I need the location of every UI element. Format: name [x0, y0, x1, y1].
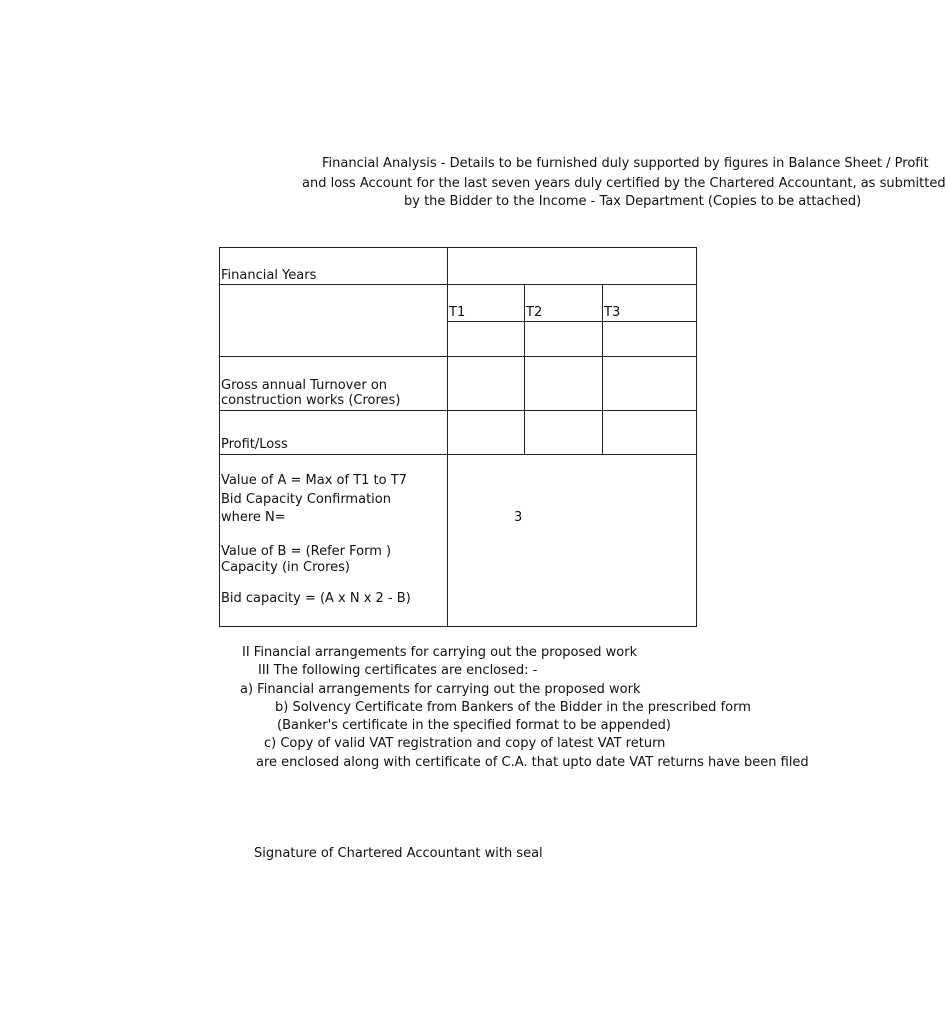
table-rule	[447, 321, 697, 322]
table-column-divider	[447, 247, 448, 627]
note-line-3: a) Financial arrangements for carrying out the proposed work	[240, 682, 641, 697]
table-rule	[219, 410, 697, 411]
note-line-4: b) Solvency Certificate from Bankers of the Bidder in the prescribed form	[275, 700, 751, 715]
bid-confirmation-label: Bid Capacity Confirmation	[221, 492, 391, 507]
table-border-right	[696, 247, 697, 627]
signature-label: Signature of Chartered Accountant with seal	[254, 846, 543, 861]
bid-capacity-label: Bid capacity = (A x N x 2 - B)	[221, 591, 411, 606]
heading-line-3: by the Bidder to the Income - Tax Department (Copies to be attached)	[404, 194, 862, 209]
year-header-t3: T3	[604, 305, 621, 320]
profit-loss-label: Profit/Loss	[221, 437, 288, 452]
value-a-label: Value of A = Max of T1 to T7	[221, 473, 407, 488]
table-border-bottom	[219, 626, 697, 627]
value-b-label: Value of B = (Refer Form )	[221, 544, 392, 559]
table-rule	[219, 284, 697, 285]
note-line-2: III The following certificates are enclosed: -	[258, 663, 538, 678]
table-border-top	[219, 247, 697, 248]
table-rule	[219, 454, 697, 455]
table-rule	[219, 356, 697, 357]
turnover-label: Gross annual Turnover on	[221, 378, 388, 393]
value-b-label-cont: Capacity (in Crores)	[221, 560, 350, 575]
year-header-t1: T1	[449, 305, 466, 320]
where-n-label: where N=	[221, 510, 286, 525]
table-column-divider	[602, 284, 603, 455]
note-line-1: II Financial arrangements for carrying out the proposed work	[242, 645, 638, 660]
turnover-label-cont: construction works (Crores)	[221, 393, 401, 408]
note-line-5: (Banker's certificate in the specified format to be appended)	[277, 718, 671, 733]
table-column-divider	[524, 284, 525, 455]
note-line-7: are enclosed along with certificate of C.A. that upto date VAT returns have been filed	[256, 755, 809, 770]
note-line-6: c) Copy of valid VAT registration and copy of latest VAT return	[264, 736, 666, 751]
year-header-t2: T2	[526, 305, 543, 320]
financial-years-label: Financial Years	[221, 268, 317, 283]
heading-line-1: Financial Analysis - Details to be furnished duly supported by figures in Balance Sheet / Profit	[322, 156, 929, 171]
n-value: 3	[514, 510, 523, 525]
heading-line-2: and loss Account for the last seven years duly certified by the Chartered Accountant, as submitted	[302, 176, 946, 191]
table-border-left	[219, 247, 220, 627]
